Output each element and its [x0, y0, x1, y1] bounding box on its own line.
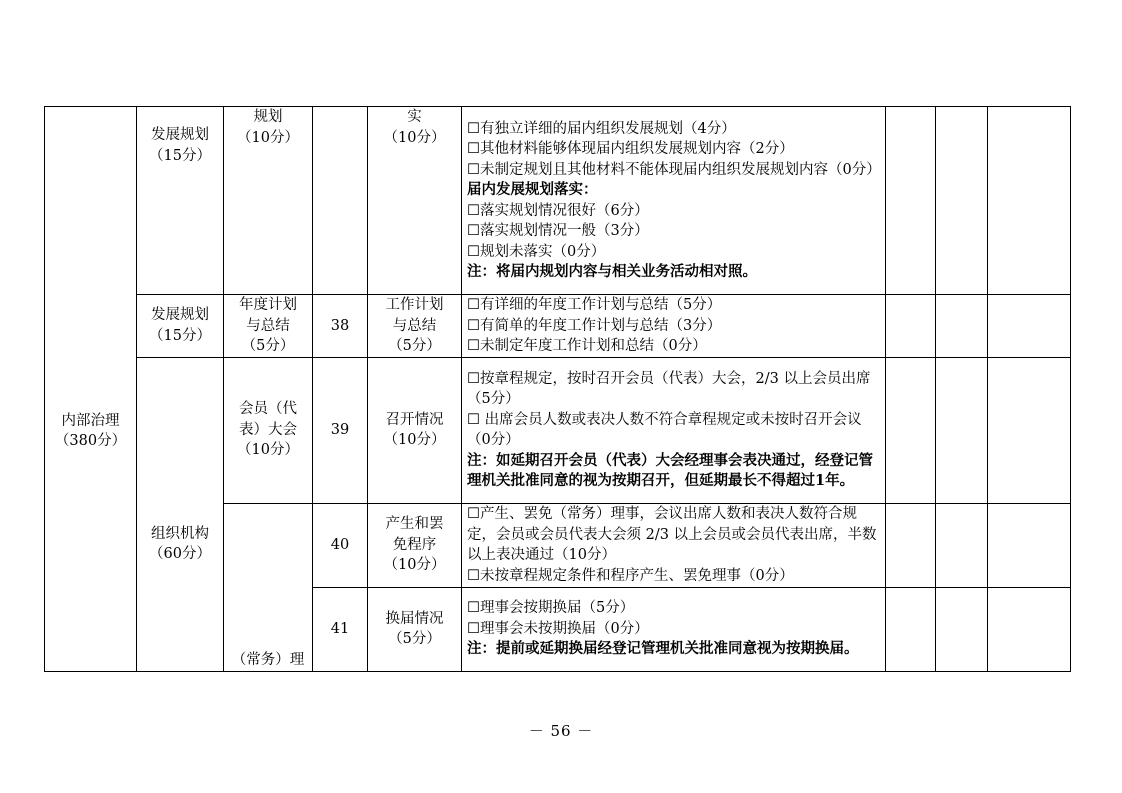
category-label: 内部治理 （380分） [54, 412, 127, 450]
score-cell [936, 587, 988, 671]
content-cell [368, 357, 462, 503]
criteria-line: ☐ 出席会员人数或表决人数不符合章程规定或未按时召开会议（0分） [467, 411, 862, 448]
content-label: 召开情况 （10分） [383, 411, 446, 448]
sub-item-cell [224, 357, 313, 503]
content-label: 实 （10分） [383, 109, 446, 146]
criteria-line: 注：如延期召开会员（代表）大会经理事会表决通过，经登记管理机关批准同意的视为按期召开，但延期最长不得超过1年。 [467, 451, 873, 489]
score-cell [886, 357, 936, 503]
criteria-line: 注：提前或延期换届经登记管理机关批准同意视为按期换届。 [467, 640, 859, 658]
criteria-line: ☐按章程规定，按时召开会员（代表）大会，2/3 以上会员出席（5分） [467, 370, 871, 407]
item-label: 发展规划 （15分） [149, 307, 211, 344]
content-cell [368, 107, 462, 295]
content-cell [368, 587, 462, 671]
sub-item-label: 年度计划 与总结 （5分） [239, 297, 297, 354]
content-label: 工作计划 与总结 （5分） [385, 297, 444, 354]
table-row [45, 107, 1071, 295]
score-cell [936, 357, 988, 503]
item-cell [137, 357, 224, 671]
criteria-line: ☐规划未落实（0分） [467, 243, 606, 260]
score-cell [886, 107, 936, 295]
criteria-line: ☐理事会按期换届（5分） [467, 600, 635, 617]
content-label: 产生和罢 免程序 （10分） [383, 516, 446, 574]
criteria-line: 届内发展规划落实： [467, 181, 598, 198]
page-number: － 56 － [528, 722, 594, 740]
sub-item-cell [224, 107, 313, 295]
content-label: 换届情况 （5分） [385, 610, 444, 647]
number-cell [313, 107, 368, 295]
score-cell [886, 587, 936, 671]
criteria-line: ☐有详细的年度工作计划与总结（5分） [467, 297, 722, 313]
criteria-line: ☐有独立详细的届内组织发展规划（4分） [467, 120, 736, 137]
criteria-line: 注：将届内规划内容与相关业务活动相对照。 [467, 263, 757, 280]
remark-cell [988, 587, 1071, 671]
score-cell [936, 503, 988, 587]
criteria-cell [462, 587, 886, 671]
criteria-line: ☐落实规划情况一般（3分） [467, 223, 649, 239]
item-label: 发展规划 （15分） [149, 127, 211, 164]
remark-cell [988, 295, 1071, 358]
score-cell [886, 295, 936, 358]
criteria-line: ☐其他材料能够体现届内组织发展规划内容（2分） [467, 141, 794, 157]
criteria-cell [462, 357, 886, 503]
criteria-cell [462, 503, 886, 587]
score-cell [936, 295, 988, 358]
criteria-line: ☐理事会未按期换届（0分） [467, 620, 649, 637]
sub-item-label: （常务）理 [231, 652, 305, 668]
sub-item-cell [224, 295, 313, 358]
content-cell [368, 503, 462, 587]
criteria-line: ☐产生、罢免（常务）理事，会议出席人数和表决人数符合规定，会员或会员代表大会须 2/3 以上会员或会员代表出席，半数以上表决通过（10分） [467, 506, 877, 563]
item-label: 组织机构 （60分） [149, 525, 211, 562]
table-row [45, 295, 1071, 358]
sub-item-label: 规划 （10分） [237, 109, 299, 146]
sub-item-cell [224, 503, 313, 671]
item-cell [137, 295, 224, 358]
remark-cell [988, 357, 1071, 503]
criteria-line: ☐未制定年度工作计划和总结（0分） [467, 338, 707, 354]
criteria-line: ☐未按章程规定条件和程序产生、罢免理事（0分） [467, 567, 794, 584]
score-cell [886, 503, 936, 587]
number-cell: 40 [313, 503, 368, 587]
sub-item-label: 会员（代 表）大会 （10分） [237, 401, 299, 459]
criteria-cell [462, 107, 886, 295]
table-row [45, 357, 1071, 503]
remark-cell [988, 107, 1071, 295]
number-cell: 39 [313, 357, 368, 503]
evaluation-table [44, 106, 1071, 672]
category-cell [45, 107, 137, 672]
number-cell: 41 [313, 587, 368, 671]
score-cell [936, 107, 988, 295]
remark-cell [988, 503, 1071, 587]
criteria-line: ☐未制定规划且其他材料不能体现届内组织发展规划内容（0分） [467, 161, 881, 178]
criteria-line: ☐落实规划情况很好（6分） [467, 202, 649, 219]
number-cell: 38 [313, 295, 368, 358]
criteria-cell [462, 295, 886, 358]
content-cell [368, 295, 462, 358]
item-cell [137, 107, 224, 295]
criteria-line: ☐有简单的年度工作计划与总结（3分） [467, 317, 722, 334]
